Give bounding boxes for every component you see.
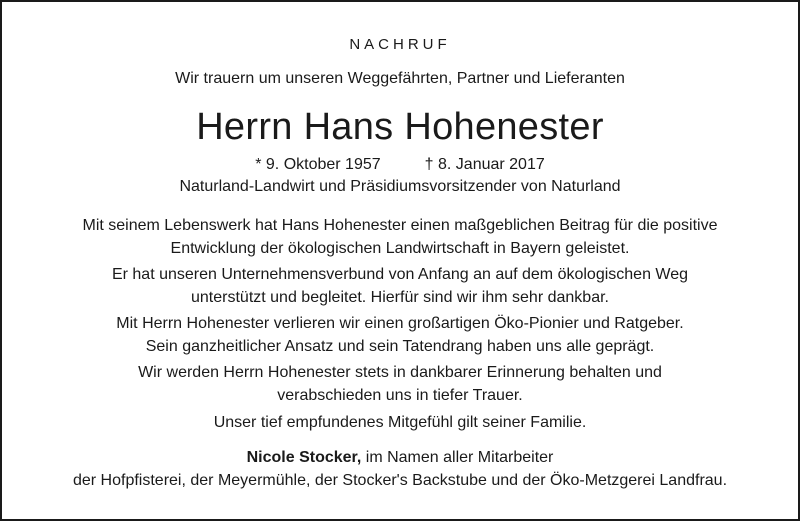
- deceased-role: Naturland-Landwirt und Präsidiumsvorsitzender von Naturland: [179, 178, 621, 195]
- paragraph-line: verabschieden uns in tiefer Trauer.: [277, 387, 523, 404]
- notice-heading: NACHRUF: [349, 36, 451, 53]
- paragraph-line: Unser tief empfundenes Mitgefühl gilt seiner Familie.: [213, 414, 587, 431]
- paragraph-line: Mit Herrn Hohenester verlieren wir einen großartigen Öko-Pionier und Ratgeber.: [116, 315, 684, 332]
- signatory-name: Nicole Stocker,: [246, 449, 362, 466]
- life-dates: [2, 155, 798, 175]
- paragraph-line: unterstützt und begleitet. Hierfür sind wir ihm sehr dankbar.: [191, 289, 609, 306]
- paragraph-line: Wir werden Herrn Hohenester stets in dankbarer Erinnerung behalten und: [138, 364, 662, 381]
- birth-date: * 9. Oktober 1957: [255, 156, 381, 173]
- paragraph-remembrance: [2, 361, 798, 407]
- paragraph-lifework: [2, 214, 798, 260]
- signatory-on-behalf: im Namen aller Mitarbeiter: [361, 449, 554, 466]
- signature-block: [2, 446, 798, 492]
- death-date: † 8. Januar 2017: [424, 156, 545, 173]
- paragraph-pioneer: [2, 312, 798, 358]
- paragraph-line: Entwicklung der ökologischen Landwirtschaft in Bayern geleistet.: [170, 240, 630, 257]
- signatory-companies: der Hofpfisterei, der Meyermühle, der Stocker's Backstube und der Öko-Metzgerei Landfrau.: [72, 472, 728, 489]
- paragraph-line: Mit seinem Lebenswerk hat Hans Hohenester einen maßgeblichen Beitrag für die positive: [82, 217, 718, 234]
- deceased-name: Herrn Hans Hohenester: [196, 106, 604, 148]
- paragraph-line: Er hat unseren Unternehmensverbund von Anfang an auf dem ökologischen Weg: [111, 266, 689, 283]
- signature-line-1: [2, 446, 798, 469]
- paragraph-condolence: [2, 411, 798, 434]
- paragraph-line: Sein ganzheitlicher Ansatz und sein Tatendrang haben uns alle geprägt.: [145, 338, 655, 355]
- paragraph-support: [2, 263, 798, 309]
- intro-text: Wir trauern um unseren Weggefährten, Partner und Lieferanten: [175, 70, 625, 87]
